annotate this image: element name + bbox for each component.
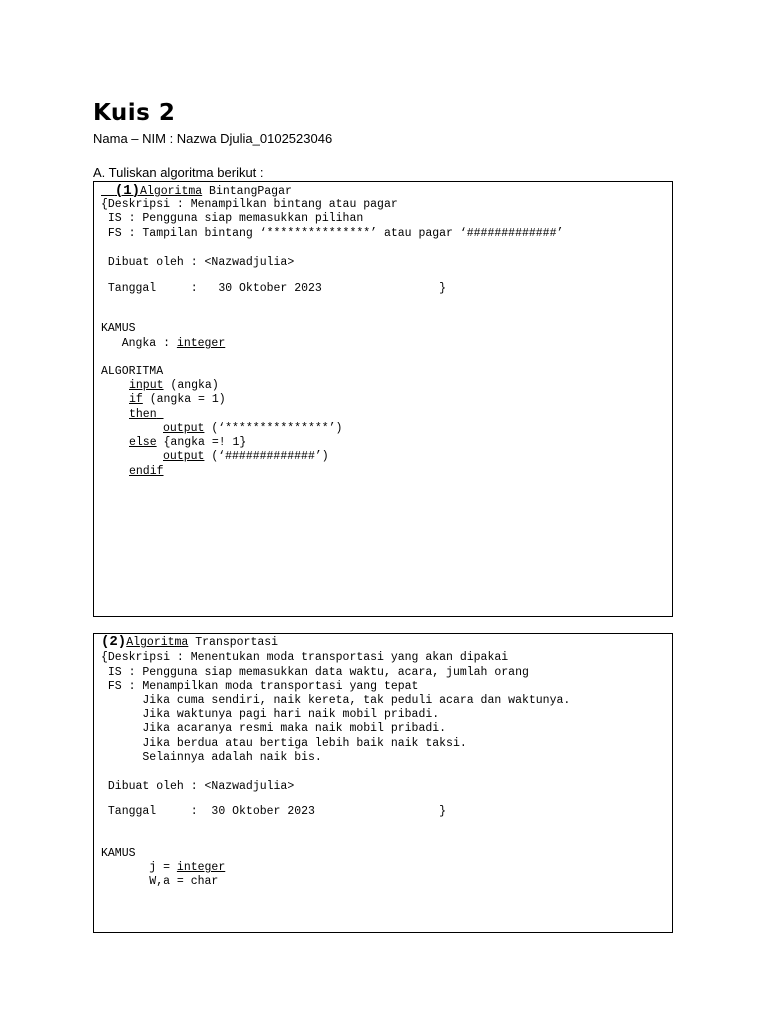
algo1-line-if: if (angka = 1) <box>129 393 226 406</box>
algo2-rule: Jika waktunya pagi hari naik mobil pribadi. <box>101 708 440 721</box>
algo2-variable-j: j = integer <box>101 861 226 874</box>
algo1-header <box>101 184 292 199</box>
algo1-line-then: then <box>129 408 157 421</box>
algo1-line-output-stars: output (‘***************’) <box>163 422 343 435</box>
algo2-variable-type: integer <box>176 861 226 874</box>
algo1-initial-state: IS : Pengguna siap memasukkan pilihan <box>101 212 364 225</box>
algo2-name: Transportasi <box>188 636 279 649</box>
algo1-description: {Deskripsi : Menampilkan bintang atau pagar <box>101 198 398 211</box>
algo2-rule: Selainnya adalah naik bis. <box>101 751 322 764</box>
algo2-keyword: Algoritma <box>126 636 189 649</box>
algo1-variable: Angka : integer <box>101 337 226 350</box>
algo1-algoritma-heading: ALGORITMA <box>101 365 164 378</box>
algo1-number: (1) <box>114 183 141 199</box>
algo2-author: Dibuat oleh : <Nazwadjulia> <box>101 780 295 793</box>
instruction-text: A. Tuliskan algoritma berikut : <box>93 165 264 180</box>
algorithm-box-2 <box>93 633 673 933</box>
page-title: Kuis 2 <box>93 100 176 126</box>
algo2-rule: Jika acaranya resmi maka naik mobil pribadi. <box>101 722 447 735</box>
algo1-author: Dibuat oleh : <Nazwadjulia> <box>101 256 295 269</box>
algo1-line-endif: endif <box>129 465 164 478</box>
algo2-description: {Deskripsi : Menentukan moda transportasi yang akan dipakai <box>101 651 509 664</box>
algo1-line-output-hash: output (‘#############’) <box>163 450 329 463</box>
algo1-variable-type: integer <box>176 337 226 350</box>
algorithm-box-1 <box>93 181 673 617</box>
algo2-number: (2) <box>101 634 127 650</box>
algo2-kamus-heading: KAMUS <box>101 847 136 860</box>
algo2-variable-wa: W,a = char <box>101 875 219 888</box>
algo1-line-else: else {angka =! 1} <box>129 436 247 449</box>
algo1-keyword: Algoritma <box>140 185 203 198</box>
algo1-line-input: input (angka) <box>129 379 219 392</box>
algo2-final-state: FS : Menampilkan moda transportasi yang tepat <box>101 680 419 693</box>
algo1-name: BintangPagar <box>202 185 292 198</box>
algo2-header <box>101 635 278 650</box>
algo1-kamus-heading: KAMUS <box>101 322 136 335</box>
student-identity: Nama – NIM : Nazwa Djulia_0102523046 <box>93 131 333 146</box>
algo1-final-state: FS : Tampilan bintang ‘***************’ atau pagar ‘#############’ <box>101 227 564 240</box>
algo1-date: Tanggal : 30 Oktober 2023 } <box>101 282 447 295</box>
algo2-rule: Jika berdua atau bertiga lebih baik naik taksi. <box>101 737 467 750</box>
algo2-rule: Jika cuma sendiri, naik kereta, tak peduli acara dan waktunya. <box>101 694 571 707</box>
algo2-initial-state: IS : Pengguna siap memasukkan data waktu, acara, jumlah orang <box>101 666 529 679</box>
algo2-date: Tanggal : 30 Oktober 2023 } <box>101 805 447 818</box>
